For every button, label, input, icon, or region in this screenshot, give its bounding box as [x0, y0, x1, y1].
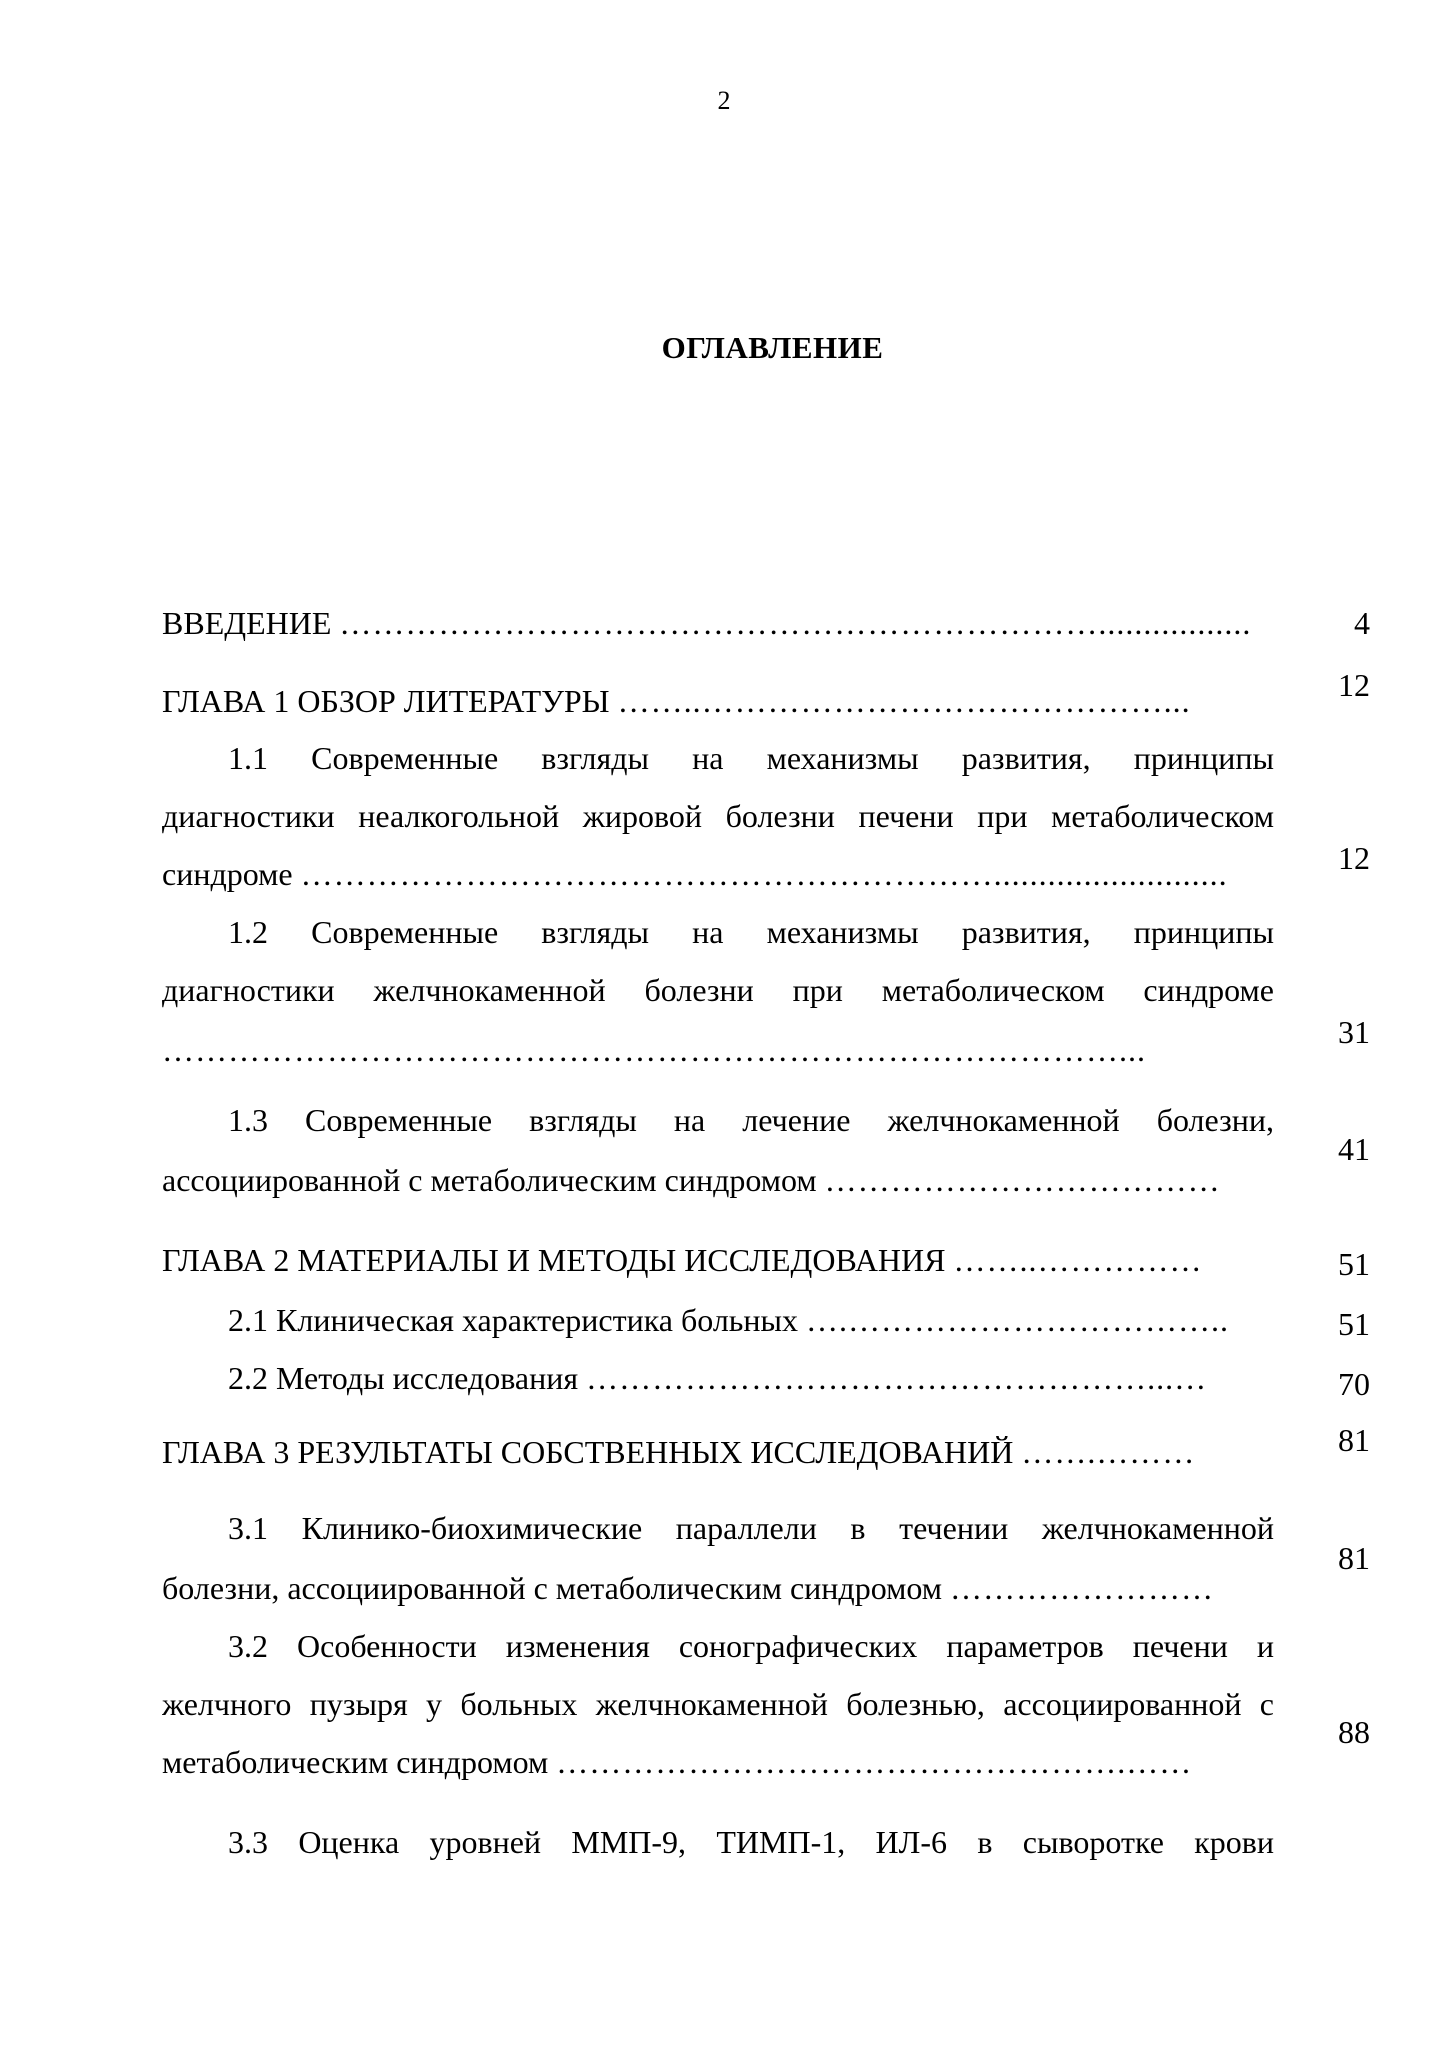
toc-heading: ОГЛАВЛЕНИЕ: [661, 330, 884, 365]
toc-page-number: 12: [1338, 840, 1370, 876]
toc-page-number: 12: [1338, 667, 1370, 703]
toc-page-number: 88: [1338, 1714, 1370, 1750]
toc-entry-1-1-line-1[interactable]: 1.1 Современные взгляды на механизмы развития, принципы: [228, 740, 1274, 776]
toc-entry-2-2[interactable]: 2.2 Методы исследования ……………………………………………...…: [228, 1360, 1208, 1396]
toc-entry-3-2-line-3[interactable]: метаболическим синдромом …………………………………………….……: [162, 1744, 1193, 1780]
toc-page-number: 51: [1338, 1306, 1370, 1342]
toc-entry-chapter-2[interactable]: ГЛАВА 2 МАТЕРИАЛЫ И МЕТОДЫ ИССЛЕДОВАНИЯ ……..……………: [162, 1242, 1203, 1278]
toc-entry-1-2-line-2[interactable]: диагностики желчнокаменной болезни при метаболическом синдроме: [162, 972, 1274, 1008]
toc-entry-3-3-line-1[interactable]: 3.3 Оценка уровней ММП-9, ТИМП-1, ИЛ-6 в сыворотке крови: [228, 1824, 1274, 1860]
toc-entry-1-1-line-3[interactable]: синдроме ………………………………………………………..........................: [162, 856, 1228, 892]
toc-page-number: 4: [1354, 605, 1370, 641]
toc-page-number: 31: [1338, 1014, 1370, 1050]
toc-entry-1-3-line-2[interactable]: ассоциированной с метаболическим синдромом ………………………………: [162, 1162, 1221, 1198]
toc-entry-1-2-line-3[interactable]: ……………………………………………………………………………...: [162, 1032, 1146, 1068]
toc-entry-3-2-line-1[interactable]: 3.2 Особенности изменения сонографических параметров печени и: [228, 1628, 1274, 1664]
toc-page-number: 81: [1338, 1422, 1370, 1458]
toc-page-number: 81: [1338, 1540, 1370, 1576]
toc-entry-3-1-line-1[interactable]: 3.1 Клинико-биохимические параллели в течении желчнокаменной: [228, 1510, 1274, 1546]
toc-entry-1-3-line-1[interactable]: 1.3 Современные взгляды на лечение желчнокаменной болезни,: [228, 1102, 1274, 1138]
toc-entry-chapter-3[interactable]: ГЛАВА 3 РЕЗУЛЬТАТЫ СОБСТВЕННЫХ ИССЛЕДОВАНИЙ …….………: [162, 1434, 1196, 1470]
toc-entry-2-1[interactable]: 2.1 Клиническая характеристика больных ….……………………………..: [228, 1302, 1230, 1338]
toc-entry-introduction[interactable]: ВВЕДЕНИЕ …………………………………………………………….................: [162, 605, 1252, 641]
toc-entry-1-2-line-1[interactable]: 1.2 Современные взгляды на механизмы развития, принципы: [228, 914, 1274, 950]
toc-page-number: 51: [1338, 1246, 1370, 1282]
toc-entry-chapter-1[interactable]: ГЛАВА 1 ОБЗОР ЛИТЕРАТУРЫ ……..……………………………………...: [162, 683, 1191, 719]
toc-entry-3-2-line-2[interactable]: желчного пузыря у больных желчнокаменной болезнью, ассоциированной с: [162, 1686, 1274, 1722]
toc-page-number: 70: [1338, 1366, 1370, 1402]
page-number: 2: [717, 86, 731, 115]
toc-page-number: 41: [1338, 1131, 1370, 1167]
toc-entry-3-1-line-2[interactable]: болезни, ассоциированной с метаболическим синдромом ……………………: [162, 1570, 1214, 1606]
toc-entry-1-1-line-2[interactable]: диагностики неалкогольной жировой болезни печени при метаболическом: [162, 798, 1274, 834]
